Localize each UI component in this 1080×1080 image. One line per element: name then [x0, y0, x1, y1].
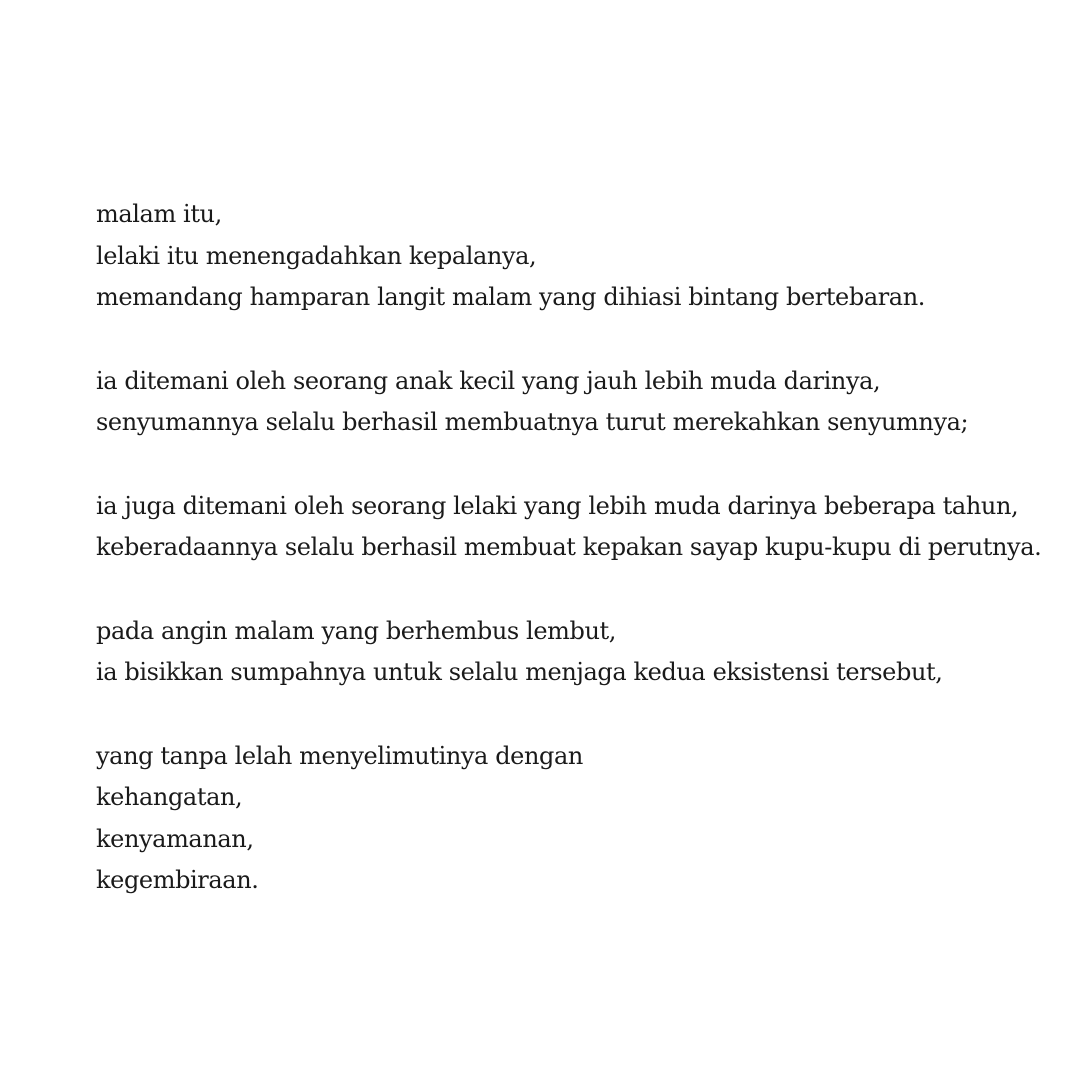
poem-text	[96, 194, 1056, 902]
poem-line: ia juga ditemani oleh seorang lelaki yang lebih muda darinya beberapa tahun,	[96, 491, 1019, 520]
poem-line: kehangatan,	[96, 783, 243, 811]
poem-line: ia bisikkan sumpahnya untuk selalu menjaga kedua eksistensi tersebut,	[96, 658, 943, 686]
stanza-4	[96, 611, 1056, 694]
poem-line: yang tanpa lelah menyelimutinya dengan	[96, 741, 583, 770]
poem-line: kegembiraan.	[96, 866, 259, 894]
poem-line: memandang hamparan langit malam yang dihiasi bintang bertebaran.	[96, 283, 926, 311]
poem-line: senyumannya selalu berhasil membuatnya turut merekahkan senyumnya;	[96, 408, 969, 436]
stanza-2	[96, 361, 1056, 444]
stanza-1	[96, 194, 1056, 319]
poem-line: pada angin malam yang berhembus lembut,	[96, 616, 616, 645]
stanza-3	[96, 486, 1056, 569]
poem-line: ia ditemani oleh seorang anak kecil yang jauh lebih muda darinya,	[96, 366, 881, 395]
poem-line: kenyamanan,	[96, 824, 254, 853]
poem-line: keberadaannya selalu berhasil membuat kepakan sayap kupu-kupu di perutnya.	[96, 533, 1042, 561]
poem-line: malam itu,	[96, 200, 222, 228]
stanza-5	[96, 736, 1056, 902]
poem-line: lelaki itu menengadahkan kepalanya,	[96, 241, 537, 270]
